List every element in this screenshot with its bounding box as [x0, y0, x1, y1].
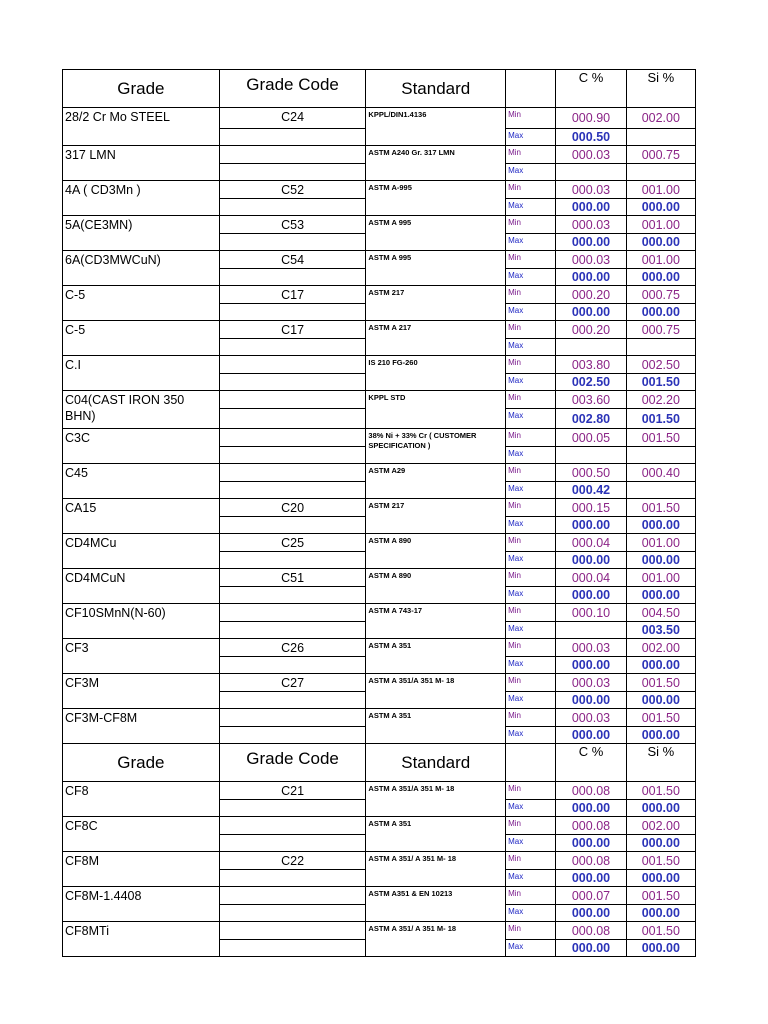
grade-cell: 317 LMN — [63, 146, 220, 181]
grade-code-cell — [219, 817, 366, 835]
max-label: Max — [506, 269, 556, 286]
si-max-value: 000.00 — [626, 552, 695, 569]
grade-code-blank-cell — [219, 269, 366, 286]
c-max-value: 002.80 — [556, 409, 626, 429]
grade-code-cell — [219, 604, 366, 622]
si-max-value: 000.00 — [626, 800, 695, 817]
grade-code-blank-cell — [219, 304, 366, 321]
table-row-min — [63, 604, 696, 622]
table-row-min — [63, 782, 696, 800]
max-label: Max — [506, 800, 556, 817]
grade-cell: C.I — [63, 356, 220, 391]
max-label: Max — [506, 587, 556, 604]
max-label: Max — [506, 339, 556, 356]
si-max-value: 000.00 — [626, 304, 695, 321]
grade-code-cell — [219, 146, 366, 164]
min-label: Min — [506, 782, 556, 800]
c-max-value: 000.00 — [556, 692, 626, 709]
c-max-value: 000.00 — [556, 727, 626, 744]
si-min-value: 001.50 — [626, 709, 695, 727]
min-label: Min — [506, 569, 556, 587]
c-max-value — [556, 622, 626, 639]
c-max-value — [556, 447, 626, 464]
si-min-value: 002.00 — [626, 639, 695, 657]
grade-cell: CF3M — [63, 674, 220, 709]
table-row-min — [63, 499, 696, 517]
standard-cell: ASTM A 351 — [366, 817, 506, 852]
grade-code-blank-cell — [219, 374, 366, 391]
c-min-value: 000.07 — [556, 887, 626, 905]
si-max-value: 000.00 — [626, 727, 695, 744]
c-max-value: 000.00 — [556, 657, 626, 674]
table-header-row — [63, 744, 696, 782]
grade-cell: CF8M — [63, 852, 220, 887]
table-row-min — [63, 251, 696, 269]
c-min-value: 000.15 — [556, 499, 626, 517]
grade-cell: C-5 — [63, 286, 220, 321]
c-min-value: 000.08 — [556, 782, 626, 800]
standard-cell: ASTM A-995 — [366, 181, 506, 216]
grade-code-cell: C21 — [219, 782, 366, 800]
c-min-value: 000.03 — [556, 216, 626, 234]
si-min-value: 001.50 — [626, 499, 695, 517]
standard-cell: ASTM A351 & EN 10213 — [366, 887, 506, 922]
c-max-value: 002.50 — [556, 374, 626, 391]
standard-cell: 38% Ni + 33% Cr ( CUSTOMER SPECIFICATION ) — [366, 429, 506, 464]
grade-table-block-2 — [62, 743, 696, 957]
grade-code-cell — [219, 391, 366, 409]
grade-code-blank-cell — [219, 482, 366, 499]
c-min-value: 000.10 — [556, 604, 626, 622]
c-min-value: 000.03 — [556, 251, 626, 269]
min-label: Min — [506, 146, 556, 164]
c-min-value: 003.60 — [556, 391, 626, 409]
si-max-value: 000.00 — [626, 517, 695, 534]
standard-cell: ASTM A 217 — [366, 321, 506, 356]
standard-cell: ASTM A29 — [366, 464, 506, 499]
standard-cell: ASTM A240 Gr. 317 LMN — [366, 146, 506, 181]
c-max-value: 000.50 — [556, 129, 626, 146]
si-max-value: 000.00 — [626, 692, 695, 709]
grade-code-cell: C17 — [219, 321, 366, 339]
grade-chemistry-sheet — [62, 69, 696, 957]
si-max-value: 000.00 — [626, 269, 695, 286]
si-min-value: 001.50 — [626, 922, 695, 940]
table-row-min — [63, 464, 696, 482]
standard-cell: ASTM A 995 — [366, 251, 506, 286]
grade-code-blank-cell — [219, 587, 366, 604]
min-label: Min — [506, 251, 556, 269]
grade-code-cell: C24 — [219, 108, 366, 129]
min-label: Min — [506, 216, 556, 234]
max-label: Max — [506, 727, 556, 744]
grade-code-cell: C26 — [219, 639, 366, 657]
si-max-value: 000.00 — [626, 940, 695, 957]
si-min-value: 002.00 — [626, 817, 695, 835]
c-min-value: 000.50 — [556, 464, 626, 482]
grade-code-cell: C17 — [219, 286, 366, 304]
si-min-value: 001.50 — [626, 887, 695, 905]
min-label: Min — [506, 499, 556, 517]
min-label: Min — [506, 321, 556, 339]
grade-code-blank-cell — [219, 870, 366, 887]
header-grade: Grade — [63, 744, 220, 782]
si-min-value: 001.00 — [626, 216, 695, 234]
table-row-min — [63, 356, 696, 374]
standard-cell: ASTM A 351/ A 351 M- 18 — [366, 922, 506, 957]
header-grade-code: Grade Code — [219, 744, 366, 782]
grade-code-blank-cell — [219, 552, 366, 569]
table-header-row — [63, 70, 696, 108]
grade-code-cell: C54 — [219, 251, 366, 269]
grade-cell: C04(CAST IRON 350 BHN) — [63, 391, 220, 429]
standard-cell: ASTM A 351/ A 351 M- 18 — [366, 852, 506, 887]
min-label: Min — [506, 709, 556, 727]
table-row-min — [63, 286, 696, 304]
grade-code-blank-cell — [219, 727, 366, 744]
grade-code-blank-cell — [219, 447, 366, 464]
max-label: Max — [506, 199, 556, 216]
c-min-value: 000.03 — [556, 181, 626, 199]
table-row-min — [63, 852, 696, 870]
header-grade: Grade — [63, 70, 220, 108]
c-max-value: 000.00 — [556, 269, 626, 286]
max-label: Max — [506, 657, 556, 674]
grade-cell: C-5 — [63, 321, 220, 356]
table-row-min — [63, 534, 696, 552]
table-row-min — [63, 887, 696, 905]
table-row-min — [63, 429, 696, 447]
grade-code-blank-cell — [219, 835, 366, 852]
grade-code-blank-cell — [219, 692, 366, 709]
max-label: Max — [506, 552, 556, 569]
standard-cell: KPPL STD — [366, 391, 506, 429]
min-label: Min — [506, 852, 556, 870]
c-max-value: 000.00 — [556, 199, 626, 216]
table-row-min — [63, 674, 696, 692]
grade-code-cell — [219, 464, 366, 482]
standard-cell: ASTM A 351 — [366, 709, 506, 744]
si-min-value: 001.00 — [626, 569, 695, 587]
c-min-value: 000.03 — [556, 674, 626, 692]
max-label: Max — [506, 234, 556, 251]
c-max-value: 000.00 — [556, 940, 626, 957]
grade-cell: 28/2 Cr Mo STEEL — [63, 108, 220, 146]
si-min-value: 000.75 — [626, 146, 695, 164]
grade-cell: 4A ( CD3Mn ) — [63, 181, 220, 216]
standard-cell: ASTM A 743-17 — [366, 604, 506, 639]
grade-cell: CD4MCu — [63, 534, 220, 569]
max-label: Max — [506, 692, 556, 709]
si-max-value — [626, 482, 695, 499]
c-max-value — [556, 164, 626, 181]
min-label: Min — [506, 286, 556, 304]
si-max-value: 001.50 — [626, 374, 695, 391]
standard-cell: ASTM A 995 — [366, 216, 506, 251]
table-row-min — [63, 181, 696, 199]
si-min-value: 000.75 — [626, 286, 695, 304]
min-label: Min — [506, 429, 556, 447]
si-min-value: 000.75 — [626, 321, 695, 339]
si-max-value — [626, 164, 695, 181]
c-min-value: 000.03 — [556, 709, 626, 727]
si-min-value: 004.50 — [626, 604, 695, 622]
si-max-value: 000.00 — [626, 657, 695, 674]
c-min-value: 000.08 — [556, 852, 626, 870]
grade-cell: CF8C — [63, 817, 220, 852]
c-min-value: 000.03 — [556, 639, 626, 657]
table-row-min — [63, 569, 696, 587]
si-min-value: 001.50 — [626, 852, 695, 870]
max-label: Max — [506, 517, 556, 534]
grade-cell: C45 — [63, 464, 220, 499]
grade-code-cell: C20 — [219, 499, 366, 517]
table-row-min — [63, 146, 696, 164]
standard-cell: ASTM A 890 — [366, 569, 506, 604]
grade-cell: CF8M-1.4408 — [63, 887, 220, 922]
standard-cell: ASTM A 890 — [366, 534, 506, 569]
table-row-min — [63, 922, 696, 940]
header-blank-cell — [506, 744, 556, 782]
c-min-value: 000.04 — [556, 569, 626, 587]
standard-cell: KPPL/DIN1.4136 — [366, 108, 506, 146]
grade-code-cell — [219, 356, 366, 374]
si-max-value: 003.50 — [626, 622, 695, 639]
si-min-value: 002.00 — [626, 108, 695, 129]
min-label: Min — [506, 922, 556, 940]
table-row-min — [63, 108, 696, 129]
si-min-value: 002.50 — [626, 356, 695, 374]
min-label: Min — [506, 534, 556, 552]
header-blank-cell — [506, 70, 556, 108]
max-label: Max — [506, 835, 556, 852]
max-label: Max — [506, 482, 556, 499]
grade-table-block-1 — [62, 69, 696, 744]
grade-code-blank-cell — [219, 234, 366, 251]
grade-cell: 5A(CE3MN) — [63, 216, 220, 251]
grade-cell: CF8 — [63, 782, 220, 817]
header-grade-code: Grade Code — [219, 70, 366, 108]
grade-code-blank-cell — [219, 409, 366, 429]
c-max-value — [556, 339, 626, 356]
header-standard: Standard — [366, 70, 506, 108]
si-min-value: 000.40 — [626, 464, 695, 482]
si-max-value: 000.00 — [626, 870, 695, 887]
si-min-value: 001.00 — [626, 181, 695, 199]
grade-cell: CA15 — [63, 499, 220, 534]
grade-code-cell: C27 — [219, 674, 366, 692]
grade-cell: CF3M-CF8M — [63, 709, 220, 744]
c-min-value: 000.20 — [556, 286, 626, 304]
min-label: Min — [506, 356, 556, 374]
c-min-value: 000.08 — [556, 817, 626, 835]
header-si-percent: Si % — [626, 744, 695, 782]
table-row-min — [63, 321, 696, 339]
min-label: Min — [506, 464, 556, 482]
c-max-value: 000.00 — [556, 800, 626, 817]
max-label: Max — [506, 940, 556, 957]
c-min-value: 000.04 — [556, 534, 626, 552]
c-max-value: 000.00 — [556, 587, 626, 604]
grade-code-blank-cell — [219, 339, 366, 356]
grade-cell: CF10SMnN(N-60) — [63, 604, 220, 639]
grade-code-blank-cell — [219, 517, 366, 534]
grade-code-blank-cell — [219, 164, 366, 181]
grade-code-cell — [219, 922, 366, 940]
max-label: Max — [506, 905, 556, 922]
grade-code-cell: C53 — [219, 216, 366, 234]
max-label: Max — [506, 304, 556, 321]
grade-code-cell: C25 — [219, 534, 366, 552]
min-label: Min — [506, 181, 556, 199]
min-label: Min — [506, 391, 556, 409]
header-c-percent: C % — [556, 744, 626, 782]
grade-code-cell: C51 — [219, 569, 366, 587]
table-row-min — [63, 817, 696, 835]
grade-cell: 6A(CD3MWCuN) — [63, 251, 220, 286]
standard-cell: ASTM 217 — [366, 499, 506, 534]
grade-code-cell: C22 — [219, 852, 366, 870]
grade-code-blank-cell — [219, 905, 366, 922]
grade-cell: CF8MTi — [63, 922, 220, 957]
si-min-value: 001.50 — [626, 429, 695, 447]
header-si-percent: Si % — [626, 70, 695, 108]
si-max-value: 001.50 — [626, 409, 695, 429]
c-max-value: 000.00 — [556, 552, 626, 569]
si-min-value: 001.50 — [626, 674, 695, 692]
c-max-value: 000.00 — [556, 905, 626, 922]
min-label: Min — [506, 817, 556, 835]
c-max-value: 000.00 — [556, 234, 626, 251]
si-max-value: 000.00 — [626, 905, 695, 922]
c-min-value: 000.20 — [556, 321, 626, 339]
standard-cell: ASTM A 351 — [366, 639, 506, 674]
si-max-value: 000.00 — [626, 587, 695, 604]
grade-cell: CD4MCuN — [63, 569, 220, 604]
max-label: Max — [506, 622, 556, 639]
min-label: Min — [506, 108, 556, 129]
si-min-value: 001.50 — [626, 782, 695, 800]
c-min-value: 003.80 — [556, 356, 626, 374]
c-max-value: 000.42 — [556, 482, 626, 499]
min-label: Min — [506, 604, 556, 622]
grade-code-cell — [219, 887, 366, 905]
si-max-value: 000.00 — [626, 234, 695, 251]
si-min-value: 001.00 — [626, 534, 695, 552]
si-min-value: 002.20 — [626, 391, 695, 409]
table-row-min — [63, 709, 696, 727]
c-min-value: 000.90 — [556, 108, 626, 129]
grade-code-blank-cell — [219, 800, 366, 817]
c-max-value: 000.00 — [556, 304, 626, 321]
header-c-percent: C % — [556, 70, 626, 108]
table-row-min — [63, 216, 696, 234]
c-min-value: 000.03 — [556, 146, 626, 164]
max-label: Max — [506, 447, 556, 464]
header-standard: Standard — [366, 744, 506, 782]
max-label: Max — [506, 374, 556, 391]
min-label: Min — [506, 639, 556, 657]
grade-code-blank-cell — [219, 622, 366, 639]
grade-cell: CF3 — [63, 639, 220, 674]
c-min-value: 000.08 — [556, 922, 626, 940]
grade-code-cell — [219, 429, 366, 447]
si-max-value: 000.00 — [626, 835, 695, 852]
max-label: Max — [506, 409, 556, 429]
c-min-value: 000.05 — [556, 429, 626, 447]
grade-code-blank-cell — [219, 129, 366, 146]
max-label: Max — [506, 129, 556, 146]
table-row-min — [63, 391, 696, 409]
si-max-value — [626, 447, 695, 464]
si-max-value — [626, 339, 695, 356]
si-min-value: 001.00 — [626, 251, 695, 269]
min-label: Min — [506, 674, 556, 692]
table-row-min — [63, 639, 696, 657]
si-max-value — [626, 129, 695, 146]
min-label: Min — [506, 887, 556, 905]
standard-cell: ASTM A 351/A 351 M- 18 — [366, 782, 506, 817]
standard-cell: IS 210 FG-260 — [366, 356, 506, 391]
standard-cell: ASTM 217 — [366, 286, 506, 321]
max-label: Max — [506, 164, 556, 181]
max-label: Max — [506, 870, 556, 887]
grade-code-blank-cell — [219, 199, 366, 216]
grade-cell: C3C — [63, 429, 220, 464]
grade-code-cell — [219, 709, 366, 727]
grade-code-cell: C52 — [219, 181, 366, 199]
c-max-value: 000.00 — [556, 835, 626, 852]
si-max-value: 000.00 — [626, 199, 695, 216]
c-max-value: 000.00 — [556, 517, 626, 534]
grade-code-blank-cell — [219, 940, 366, 957]
c-max-value: 000.00 — [556, 870, 626, 887]
grade-code-blank-cell — [219, 657, 366, 674]
standard-cell: ASTM A 351/A 351 M- 18 — [366, 674, 506, 709]
